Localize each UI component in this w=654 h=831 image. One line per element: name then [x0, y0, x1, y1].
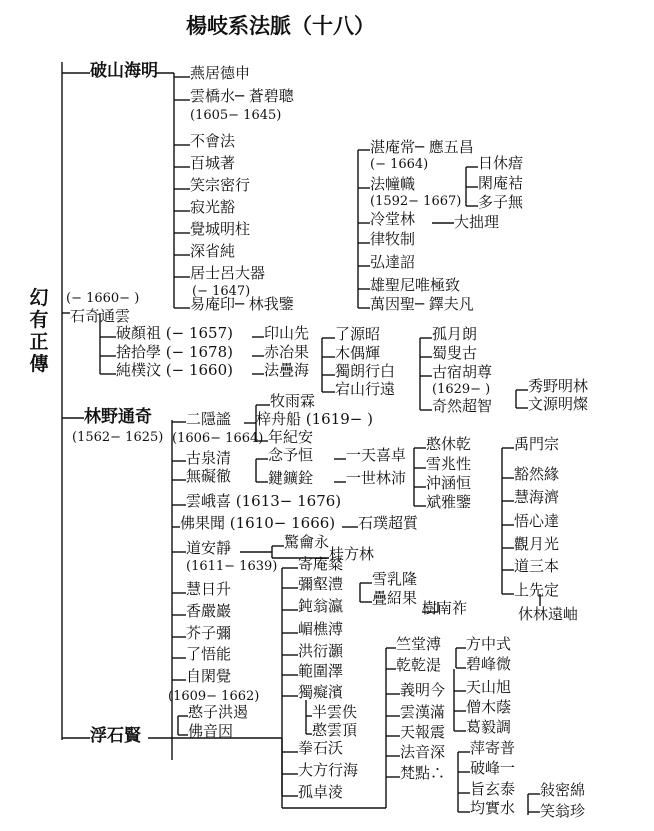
- lineage-node: 碧峰微: [466, 655, 512, 673]
- lineage-node: 覺城明柱: [190, 220, 251, 238]
- lineage-node: 慧日升: [186, 580, 232, 598]
- lifespan-label: (1562− 1625): [72, 430, 164, 445]
- lineage-node: 雪乳隆: [372, 570, 418, 588]
- lineage-node: 豁然緣: [514, 465, 560, 483]
- lineage-node: 佛果聞 (1610− 1666): [180, 514, 336, 532]
- lineage-node: 一天喜卓: [346, 446, 407, 464]
- lifespan-label: (1611− 1639): [186, 559, 278, 574]
- lineage-node: 幻有正傳: [29, 287, 49, 375]
- lineage-node: 一世林沛: [346, 469, 407, 487]
- lineage-node: 憨子洪遏: [188, 703, 249, 721]
- lineage-node: 赤冶果: [264, 343, 310, 361]
- lineage-node: 香嚴巖: [186, 602, 232, 620]
- lineage-node: 天山旭: [466, 678, 512, 696]
- lineage-node: 印山先: [264, 324, 310, 342]
- lineage-node: 木偶輝: [335, 344, 381, 362]
- lineage-node: 了源昭: [335, 325, 381, 343]
- lineage-node: 乾乾湜: [396, 656, 442, 674]
- lineage-node: 驚龠永: [284, 533, 330, 551]
- lineage-node: 僧木蔭: [466, 698, 512, 716]
- lineage-node: 奇然超智: [432, 397, 493, 415]
- lineage-node: 破山海明: [90, 61, 158, 81]
- lineage-node: 深省純: [190, 242, 236, 260]
- lifespan-label: (1592− 1667): [370, 194, 462, 209]
- lineage-node: 宕山行遠: [335, 380, 396, 398]
- lineage-node: 上先定: [514, 581, 560, 599]
- lineage-node: 林野通奇: [84, 407, 152, 427]
- lineage-node: 洪衍灝: [298, 642, 344, 660]
- lineage-node: 了悟能: [186, 645, 232, 663]
- lineage-node: 鈍翁瀛: [298, 597, 344, 615]
- lifespan-label: (− 1664): [370, 157, 429, 172]
- lineage-node: 法疊海: [264, 361, 310, 379]
- lineage-node: 觀月光: [514, 535, 560, 553]
- lineage-node: 笑翁珍: [540, 802, 586, 820]
- lineage-node: 秀野明林: [528, 377, 589, 395]
- lineage-node: 旨玄泰: [470, 780, 516, 798]
- lineage-node: 雲峨喜 (1613− 1676): [186, 492, 342, 510]
- lineage-node: 冷堂林: [370, 210, 416, 228]
- lineage-node: 念予恒: [268, 446, 314, 464]
- lineage-node: 浮石賢: [90, 726, 141, 746]
- lineage-node: 法幢幟: [370, 175, 416, 193]
- lifespan-label: (1609− 1662): [168, 689, 260, 704]
- lineage-node: 百城著: [190, 154, 236, 172]
- lineage-node: 湛庵常─ 應五昌: [370, 138, 474, 156]
- lineage-node: 梵點∴: [400, 764, 446, 782]
- lifespan-label: (− 1647): [192, 284, 251, 299]
- lineage-node: 雪兆性: [426, 455, 472, 473]
- lineage-node: 天報震: [400, 723, 446, 741]
- lineage-node: 疊紹果: [372, 589, 418, 607]
- lineage-node: 道三本: [514, 557, 560, 575]
- lineage-node: 古泉清: [186, 449, 232, 467]
- lineage-node: 大方行海: [298, 761, 359, 779]
- lineage-node: 弘達詔: [370, 253, 416, 271]
- lineage-node: 均實水: [470, 799, 516, 817]
- lineage-node: 憨雲頂: [312, 721, 358, 739]
- lifespan-label: (1606− 1664): [172, 431, 264, 446]
- lineage-node: 寂光豁: [190, 198, 236, 216]
- lineage-node: 孤卓淩: [298, 783, 344, 801]
- lineage-node: 悟心達: [514, 512, 560, 530]
- lineage-node: 休林遠岫: [518, 605, 579, 623]
- lineage-node: 芥子彌: [186, 624, 232, 642]
- lineage-node: 多子無: [478, 193, 524, 211]
- lineage-node: 萍寄普: [470, 739, 516, 757]
- lineage-node: 彌壑澧: [298, 575, 344, 593]
- lineage-node: 沖涵恒: [426, 474, 472, 492]
- lineage-node: 破峰一: [470, 759, 516, 777]
- lineage-node: 易庵印─ 林我鑒: [190, 295, 294, 313]
- lineage-node: 竺堂溥: [396, 635, 442, 653]
- lineage-node: 破顏祖 (− 1657): [116, 324, 233, 342]
- lineage-node: 法音深: [400, 743, 446, 761]
- lifespan-label: (1629− ): [432, 382, 491, 397]
- lineage-node: 雲橋水─ 蒼碧聰: [190, 87, 294, 105]
- lineage-node: 桂方林: [329, 545, 375, 563]
- lineage-node: 古宿胡尊: [432, 363, 493, 381]
- lineage-node: 斌雅鑒: [426, 493, 472, 511]
- lineage-node: 雲漢滿: [400, 703, 446, 721]
- lineage-node: 文源明燦: [528, 395, 589, 413]
- lineage-node: 不會法: [190, 132, 236, 150]
- lineage-node: 方中式: [466, 635, 512, 653]
- lineage-node: 大拙理: [454, 213, 500, 231]
- lineage-node: 半雲佚: [312, 703, 358, 721]
- lineage-node: 年紀安: [268, 428, 314, 446]
- lineage-node: 捨拾學 (− 1678): [116, 343, 233, 361]
- lineage-node: 範圍澤: [298, 662, 344, 680]
- lineage-node: 自閑覺: [186, 667, 232, 685]
- lineage-node: 獨朗行白: [335, 362, 396, 380]
- lineage-node: 鍵鑛銓: [268, 469, 314, 487]
- lineage-node: 獨癡濱: [298, 683, 344, 701]
- lineage-node: 閑庵袺: [478, 174, 524, 192]
- chart-title: 楊岐系法脈（十八）: [186, 13, 375, 38]
- lineage-node: 憨休乾: [426, 435, 472, 453]
- lineage-node: 二隱謐: [186, 410, 232, 428]
- lineage-node: 牧雨霖: [270, 392, 316, 410]
- lineage-node: 佛音因: [188, 722, 234, 740]
- lineage-node: 葛毅調: [466, 718, 512, 736]
- lineage-node: 笑宗密行: [190, 176, 251, 194]
- lineage-node: 無礙徹: [186, 467, 232, 485]
- lineage-node: 樹南祚: [422, 599, 468, 617]
- lineage-node: 孤月朗: [432, 325, 478, 343]
- lineage-node: 敍密綿: [540, 781, 586, 799]
- lineage-node: 嵋樵溥: [298, 620, 344, 638]
- lineage-node: 萬因聖─ 鐸夫凡: [370, 295, 474, 313]
- lineage-node: 慧海濟: [514, 488, 560, 506]
- lineage-node: 拳石沃: [298, 739, 344, 757]
- lineage-node: 梓舟船 (1619− ): [256, 410, 373, 428]
- lineage-node: 純樸汶 (− 1660): [116, 361, 233, 379]
- lineage-node: 日休瘖: [478, 154, 524, 172]
- lifespan-label: (1605− 1645): [190, 108, 282, 123]
- lifespan-label: (− 1660− ): [66, 291, 140, 306]
- lineage-node: 禹門宗: [514, 435, 560, 453]
- lineage-node: 雄聖尼唯極致: [370, 276, 461, 294]
- lineage-node: 蜀叟古: [432, 344, 478, 362]
- lineage-node: 石奇通雲: [70, 307, 131, 325]
- lineage-node: 律牧制: [370, 230, 416, 248]
- lineage-node: 寄庵粲: [298, 555, 344, 573]
- lineage-node: 居士呂大器: [190, 264, 266, 282]
- lineage-node: 燕居德申: [190, 64, 251, 82]
- lineage-node: 道安靜: [186, 539, 232, 557]
- lineage-node: 石璞超質: [358, 514, 419, 532]
- lineage-node: 義明今: [400, 681, 446, 699]
